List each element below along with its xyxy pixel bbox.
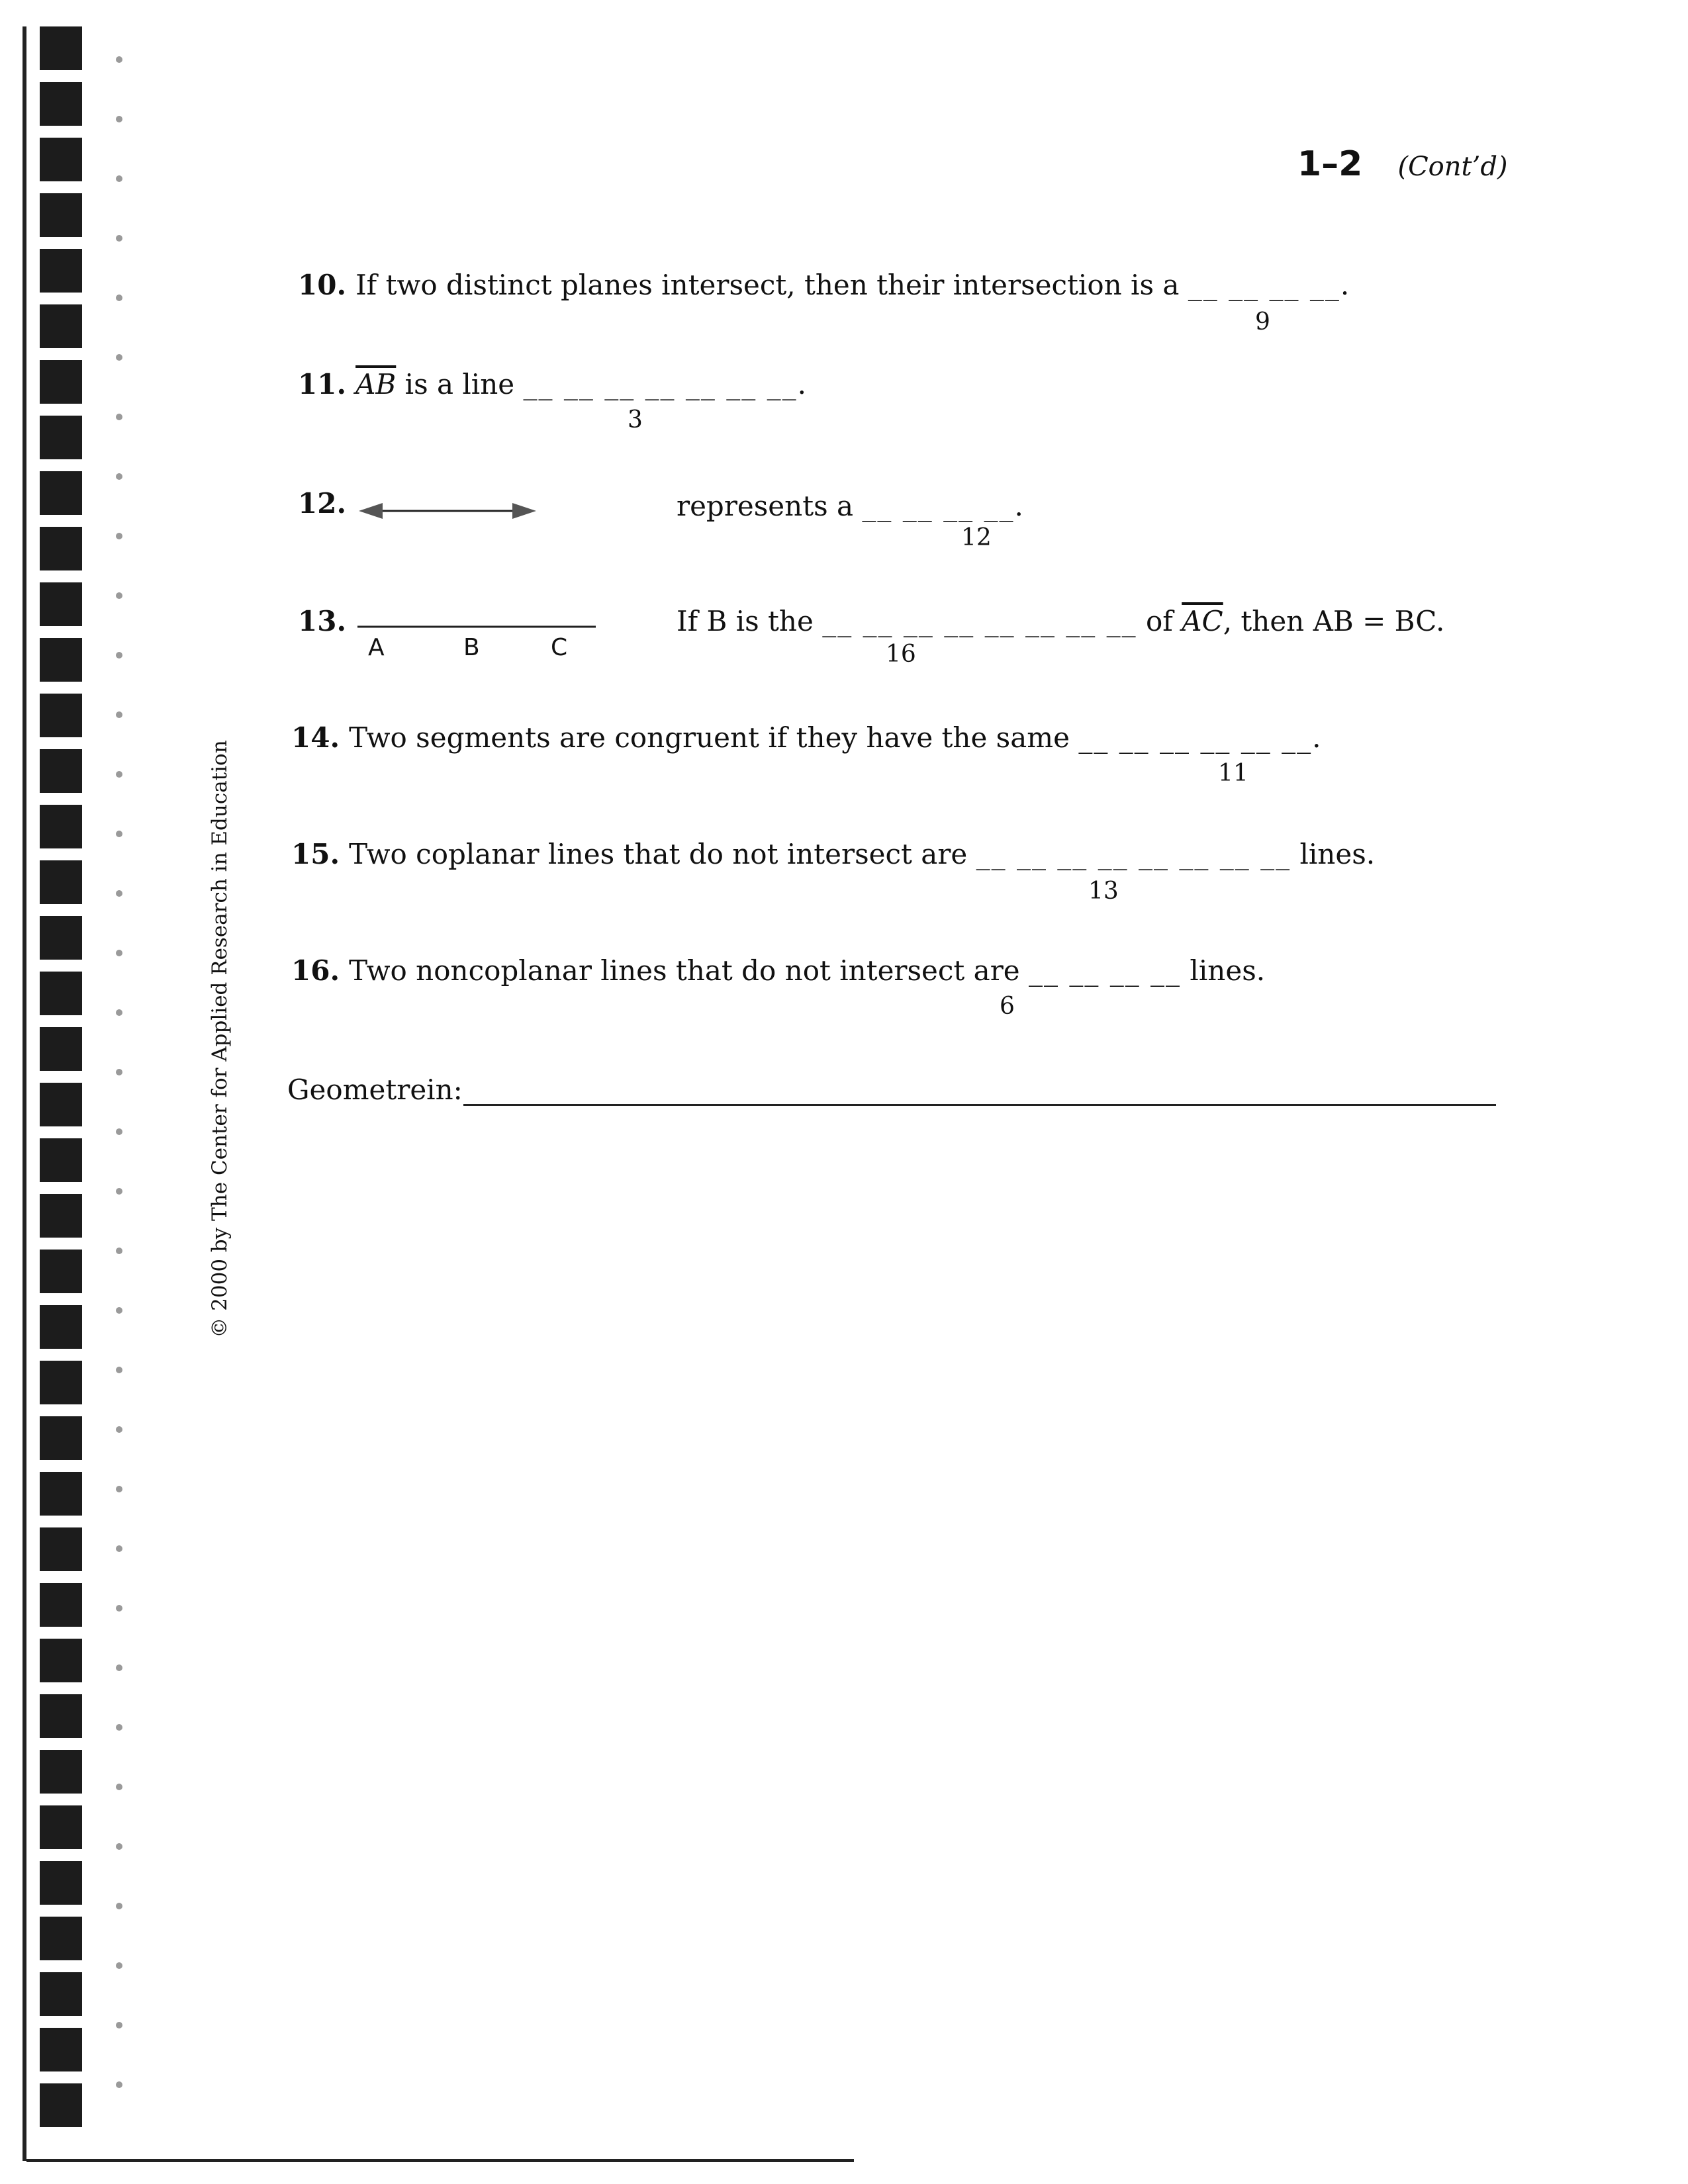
letter-hint: 11 (1218, 760, 1248, 787)
question-end: lines. (1190, 954, 1266, 987)
question-text: Two segments are congruent if they have the same (349, 721, 1070, 754)
question-text: If two distinct planes intersect, then their intersection is a (355, 269, 1180, 301)
section-heading (1297, 144, 1508, 184)
question-end: lines. (1299, 838, 1376, 870)
answer-blank[interactable]: __ __ __ __ __ __ __ (523, 368, 798, 400)
question-number: 10. (298, 269, 347, 301)
page-left-edge (23, 26, 26, 2161)
question-number: 15. (291, 838, 340, 870)
line-arrow-icon (356, 498, 539, 524)
question-14 (291, 721, 1321, 754)
letter-hint: 6 (1000, 993, 1015, 1020)
geometrein-label: Geometrein: (287, 1073, 463, 1106)
point-label-c: C (551, 634, 568, 661)
continued-label: (Cont’d) (1397, 152, 1508, 182)
question-15 (291, 838, 1376, 870)
letter-hint: 16 (886, 641, 916, 668)
question-mid: of (1146, 605, 1173, 637)
question-end: . (1340, 269, 1350, 301)
segment-ac: $\overline{AC}$ (1182, 605, 1223, 637)
section-number: 1–2 (1297, 144, 1363, 184)
question-number: 12. (298, 487, 347, 520)
geometrein-answer-line[interactable] (463, 1104, 1496, 1106)
segment-line (356, 623, 597, 630)
question-end: . (1014, 490, 1023, 522)
question-16 (291, 954, 1266, 987)
answer-blank[interactable]: __ __ __ __ __ __ __ __ (822, 605, 1137, 637)
copyright-notice: © 2000 by The Center for Applied Research in Education (208, 740, 232, 1338)
spiral-binding (0, 0, 132, 2184)
answer-blank[interactable]: __ __ __ __ (1029, 954, 1182, 987)
letter-hint: 9 (1255, 308, 1270, 336)
question-number: 14. (291, 721, 340, 754)
question-number: 13. (298, 605, 347, 637)
question-text: is a line (404, 368, 515, 400)
question-end: , then AB = BC. (1223, 605, 1445, 637)
question-12-text (677, 492, 1023, 520)
question-number: 11. (298, 368, 347, 400)
question-end: . (797, 368, 806, 400)
question-10 (298, 271, 1349, 299)
question-12 (298, 487, 355, 520)
question-text: Two coplanar lines that do not intersect are (349, 838, 968, 870)
question-text: Two noncoplanar lines that do not intersect are (349, 954, 1020, 987)
question-13 (298, 605, 355, 637)
answer-blank[interactable]: __ __ __ __ (862, 490, 1015, 522)
question-text: represents a (677, 490, 854, 522)
letter-hint: 13 (1088, 878, 1119, 905)
point-label-b: B (463, 634, 480, 661)
question-number: 16. (291, 954, 340, 987)
question-text: If B is the (677, 605, 814, 637)
page-bottom-edge (26, 2159, 854, 2162)
question-11 (298, 368, 806, 400)
answer-blank[interactable]: __ __ __ __ __ __ (1078, 721, 1313, 754)
segment-ab: $\overline{AB}$ (355, 368, 397, 400)
question-13-text (677, 605, 1445, 637)
answer-blank[interactable]: __ __ __ __ (1188, 269, 1340, 301)
answer-blank[interactable]: __ __ __ __ __ __ __ __ (976, 838, 1291, 870)
letter-hint: 3 (628, 406, 643, 433)
point-label-a: A (368, 634, 385, 661)
question-end: . (1312, 721, 1321, 754)
letter-hint: 12 (961, 524, 992, 551)
